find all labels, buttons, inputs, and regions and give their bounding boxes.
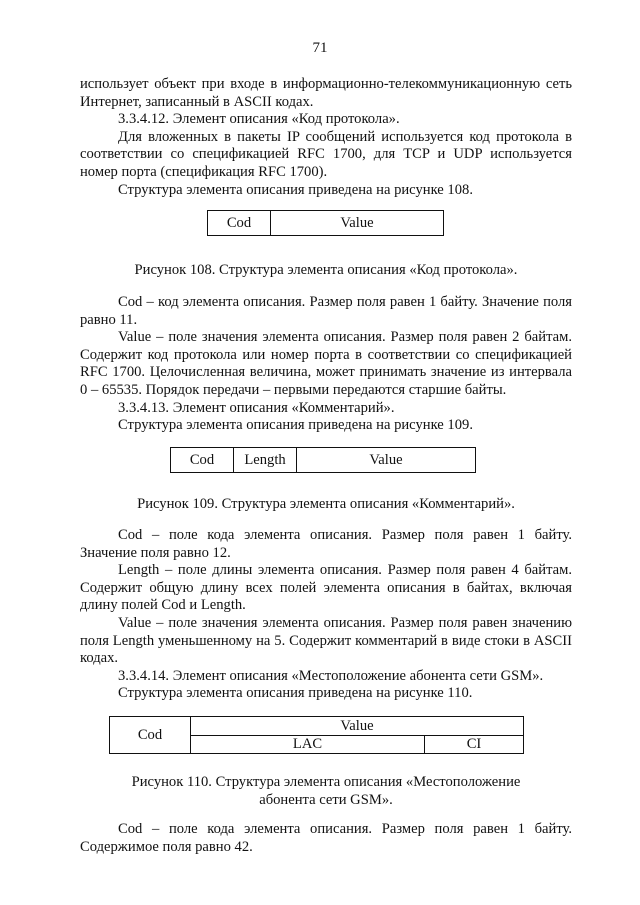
paragraph: Cod – поле кода элемента описания. Размер поля равен 1 байту. Содержимое поля равно 42.: [80, 821, 572, 855]
fig110-caption: [80, 774, 572, 809]
paragraph: Value – поле значения элемента описания. Размер поля равен значению поля Length уменьшенному на 5. Содержит комментарий в виде стоки в ASCII кодах.: [80, 614, 572, 667]
paragraph: использует объект при входе в информационно-телекоммуникационную сеть: [80, 76, 572, 92]
fig109-cell-length: Length: [234, 448, 297, 473]
fig109-cell-cod: Cod: [171, 448, 234, 473]
fig109-cell-value: Value: [297, 448, 476, 473]
fig110-caption-line2: абонента сети GSM».: [259, 791, 393, 808]
fig110-table: [109, 716, 524, 754]
paragraph: Структура элемента описания приведена на рисунке 109.: [118, 417, 473, 434]
fig108-cell-value: Value: [271, 211, 444, 236]
fig109-table: [170, 447, 476, 473]
figure-109: [170, 447, 476, 473]
paragraph: Cod – код элемента описания. Размер поля равен 1 байту. Значение поля равно 11.: [80, 294, 572, 328]
paragraph: 3.3.4.14. Элемент описания «Местоположение абонента сети GSM».: [118, 667, 544, 684]
fig108-caption: Рисунок 108. Структура элемента описания «Код протокола».: [134, 262, 518, 278]
text-block-4: [80, 821, 572, 856]
text-block-2: [80, 294, 572, 435]
paragraph: Структура элемента описания приведена на рисунке 108.: [118, 181, 473, 198]
fig108-table: [207, 210, 444, 236]
paragraph: Cod – поле кода элемента описания. Размер поля равен 1 байту. Значение поля равно 12.: [80, 527, 572, 561]
fig110-cell-value: Value: [191, 717, 524, 736]
fig109-caption: Рисунок 109. Структура элемента описания «Комментарий».: [137, 496, 515, 512]
text-block-3: [80, 527, 572, 703]
text-block-1: [80, 76, 572, 199]
fig110-caption-line1: Рисунок 110. Структура элемента описания «Местоположение: [131, 774, 521, 790]
fig110-cell-lac: LAC: [191, 735, 425, 754]
paragraph: Структура элемента описания приведена на рисунке 110.: [118, 685, 473, 702]
paragraph: 3.3.4.13. Элемент описания «Комментарий».: [118, 399, 395, 416]
paragraph: Для вложенных в пакеты IP сообщений используется код протокола в соответствии со спецификацией RFC 1700, для TCP и UDP используется номер порта (спецификация RFC 1700).: [80, 128, 572, 180]
fig110-cell-ci: CI: [425, 735, 524, 754]
paragraph: Value – поле значения элемента описания. Размер поля равен 2 байтам. Содержит код протокола или номер порта в соответствии со спецификацией RFC 1700. Целочисленная величина, может принимать значение из интервала 0 – 65535. Порядок передачи – первыми передаются старшие байты.: [80, 329, 572, 398]
paragraph: 3.3.4.12. Элемент описания «Код протокола».: [118, 111, 400, 128]
fig110-cell-cod: Cod: [110, 717, 191, 754]
fig108-cell-cod: Cod: [208, 211, 271, 236]
paragraph: Интернет, записанный в ASCII кодах.: [80, 93, 314, 110]
figure-110: [109, 716, 524, 754]
paragraph: Length – поле длины элемента описания. Размер поля равен 4 байтам. Содержит общую длину всех полей элемента описания в байтах, включая длину полей Cod и Length.: [80, 562, 572, 614]
figure-108: [207, 210, 444, 236]
page-number: 71: [312, 40, 328, 56]
